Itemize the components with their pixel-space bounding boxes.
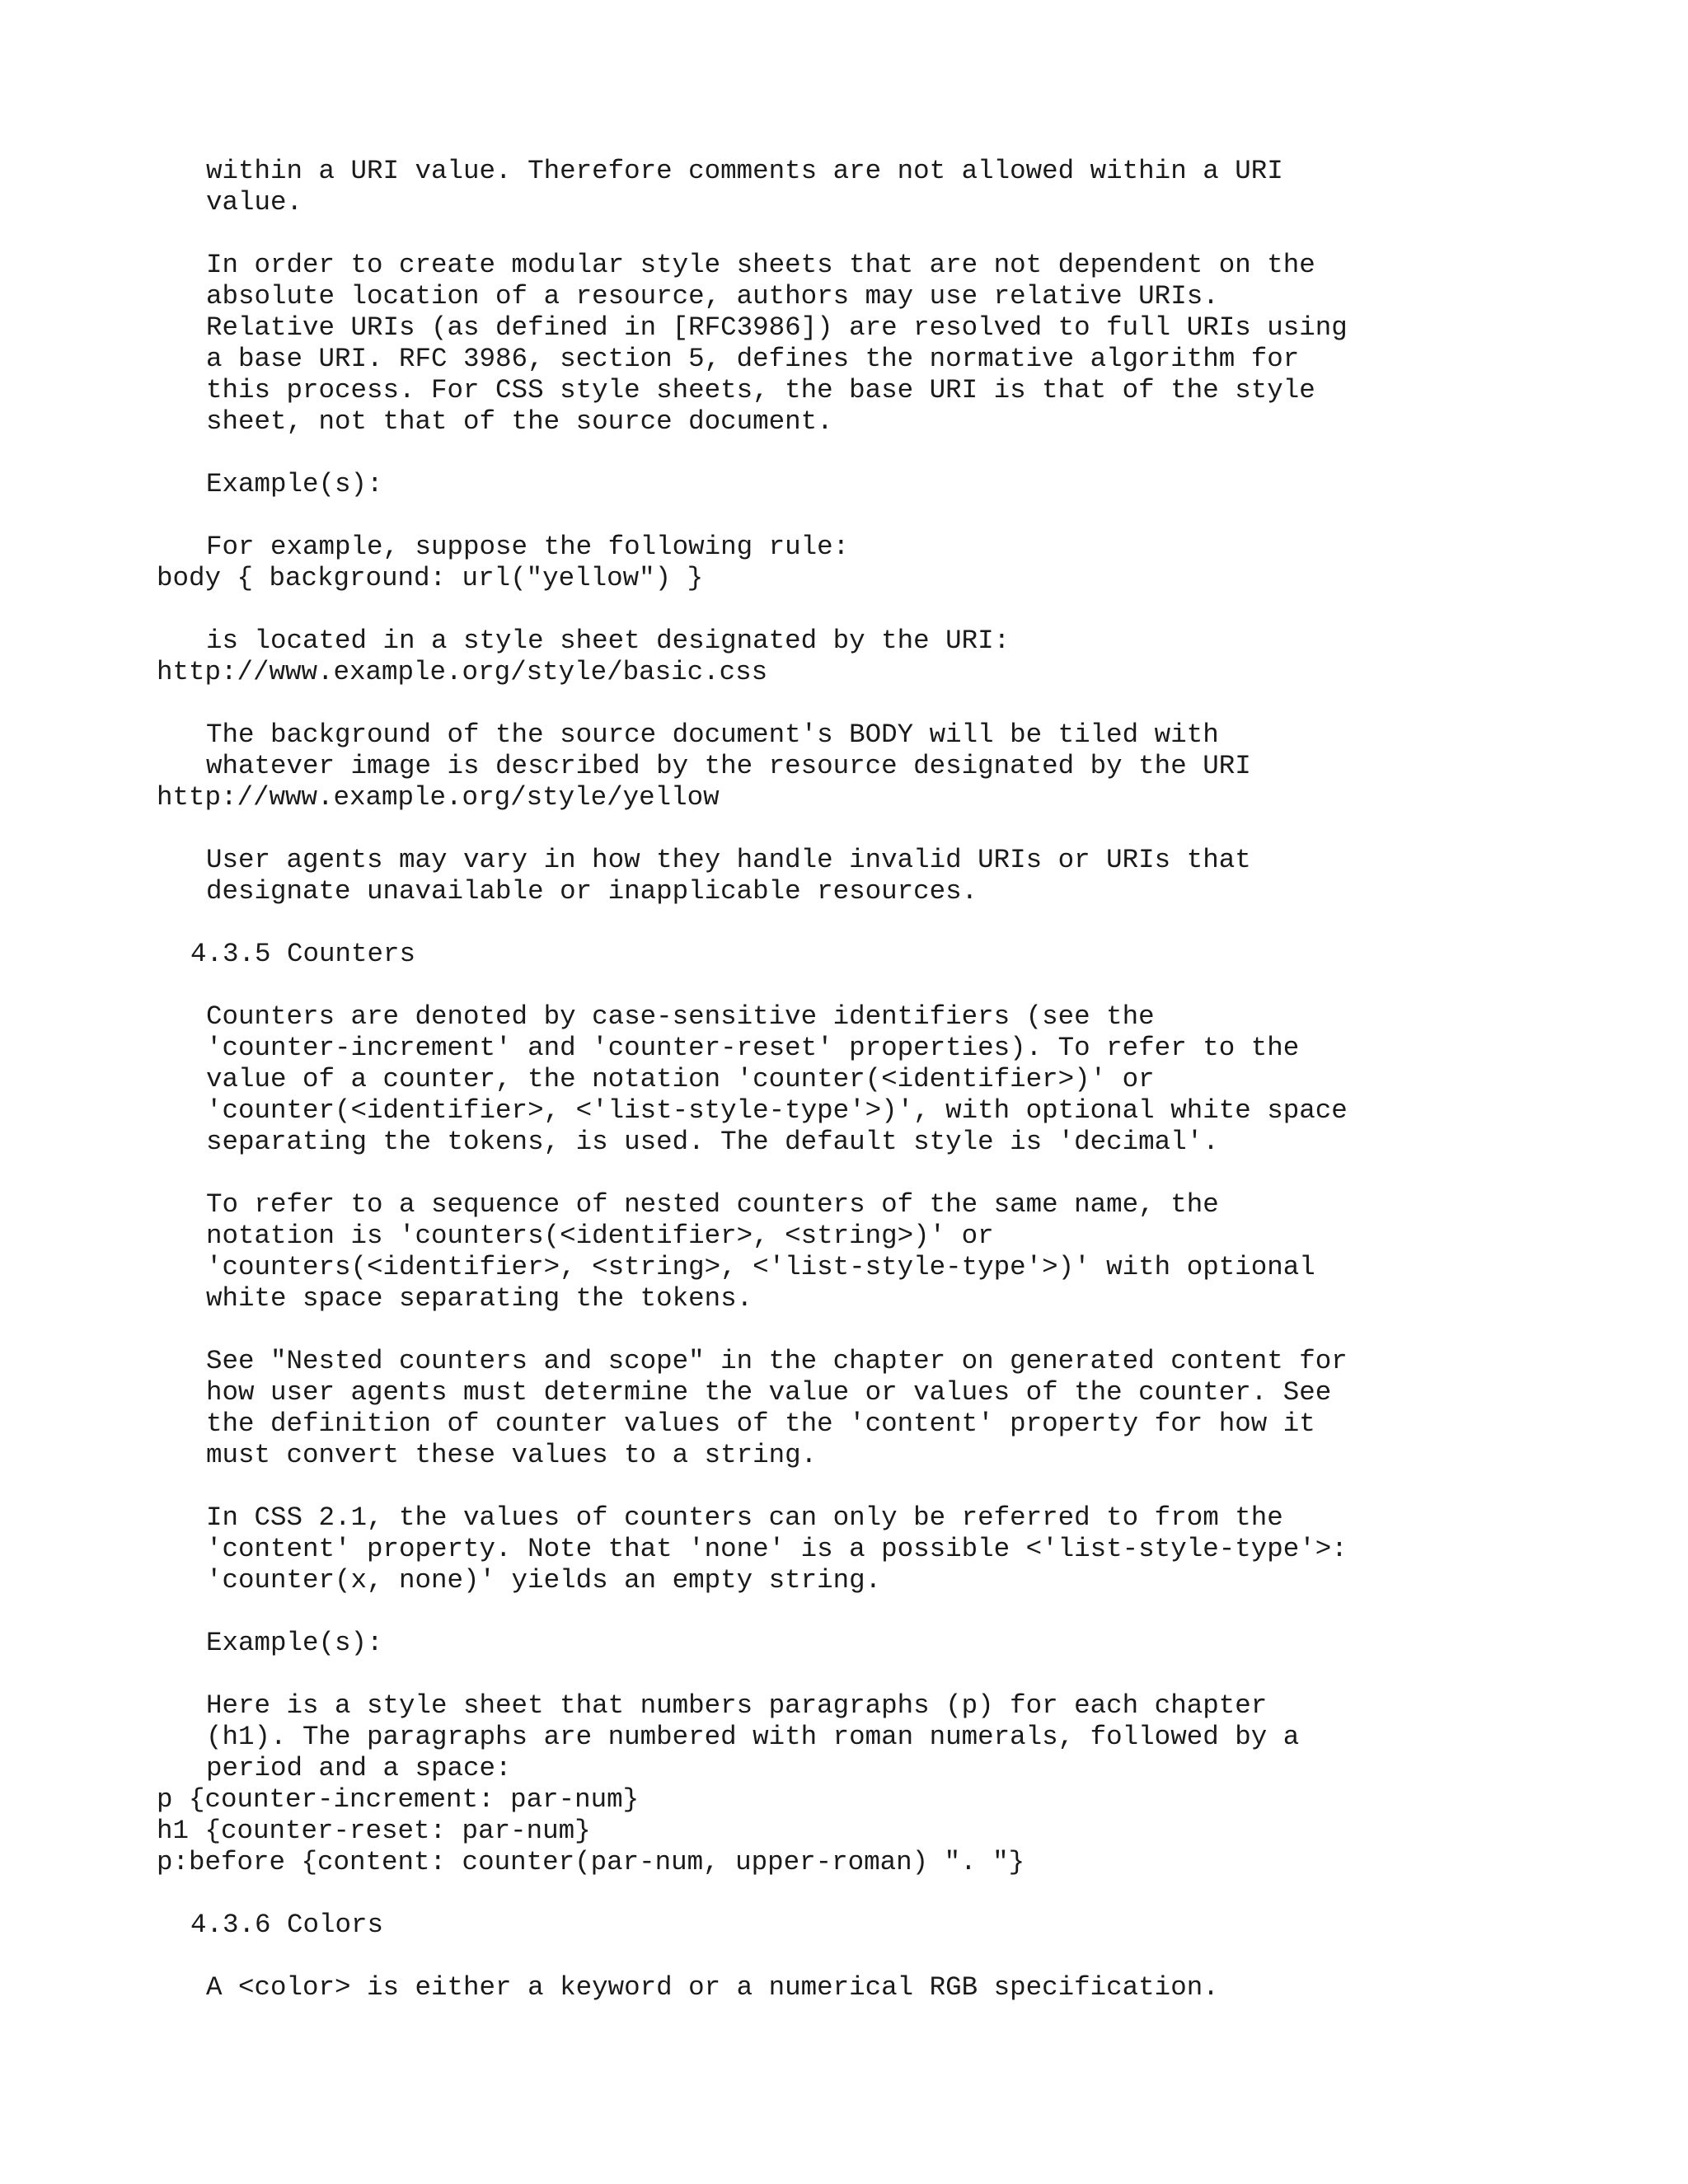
- paragraph-line: 'content' property. Note that 'none' is a possible <'list-style-type'>:: [206, 1534, 1348, 1564]
- code-line: h1 {counter-reset: par-num}: [157, 1816, 591, 1846]
- paragraph-line: A <color> is either a keyword or a numerical RGB specification.: [206, 1972, 1219, 2003]
- paragraph-line: In CSS 2.1, the values of counters can only be referred to from the: [206, 1502, 1283, 1533]
- paragraph-line: 'counter(x, none)' yields an empty string.: [206, 1565, 882, 1596]
- paragraph-line: The background of the source document's BODY will be tiled with: [206, 719, 1219, 750]
- paragraph-line: 'counter(<identifier>, <'list-style-type'>)', with optional white space: [206, 1095, 1348, 1126]
- paragraph-line: this process. For CSS style sheets, the base URI is that of the style: [206, 375, 1315, 405]
- paragraph-line: Relative URIs (as defined in [RFC3986]) are resolved to full URIs using: [206, 312, 1348, 343]
- section-heading: 4.3.6 Colors: [190, 1910, 384, 1940]
- paragraph-line: Example(s):: [206, 469, 383, 499]
- paragraph-line: For example, suppose the following rule:: [206, 532, 850, 562]
- paragraph-line: how user agents must determine the value or values of the counter. See: [206, 1377, 1332, 1408]
- paragraph-line: 'counters(<identifier>, <string>, <'list-style-type'>)' with optional: [206, 1252, 1315, 1282]
- paragraph-line: To refer to a sequence of nested counters of the same name, the: [206, 1189, 1219, 1220]
- paragraph-line: Here is a style sheet that numbers paragraphs (p) for each chapter: [206, 1690, 1268, 1721]
- code-line: http://www.example.org/style/basic.css: [157, 657, 768, 687]
- code-line: body { background: url("yellow") }: [157, 563, 704, 593]
- code-line: p {counter-increment: par-num}: [157, 1784, 640, 1815]
- paragraph-line: white space separating the tokens.: [206, 1283, 753, 1314]
- paragraph-line: must convert these values to a string.: [206, 1440, 818, 1470]
- code-line: p:before {content: counter(par-num, upper-roman) ". "}: [157, 1847, 1025, 1877]
- paragraph-line: a base URI. RFC 3986, section 5, defines the normative algorithm for: [206, 344, 1300, 374]
- paragraph-line: designate unavailable or inapplicable resources.: [206, 876, 978, 907]
- paragraph-line: Counters are denoted by case-sensitive identifiers (see the: [206, 1001, 1155, 1032]
- paragraph-line: the definition of counter values of the 'content' property for how it: [206, 1408, 1315, 1439]
- paragraph-line: See "Nested counters and scope" in the chapter on generated content for: [206, 1346, 1348, 1376]
- paragraph-line: 'counter-increment' and 'counter-reset' properties). To refer to the: [206, 1033, 1300, 1063]
- paragraph-line: within a URI value. Therefore comments are not allowed within a URI: [206, 156, 1283, 186]
- paragraph-line: value of a counter, the notation 'counter(<identifier>)' or: [206, 1064, 1155, 1094]
- paragraph-line: In order to create modular style sheets that are not dependent on the: [206, 250, 1315, 280]
- paragraph-line: Example(s):: [206, 1628, 383, 1658]
- section-heading: 4.3.5 Counters: [190, 939, 416, 969]
- paragraph-line: absolute location of a resource, authors may use relative URIs.: [206, 281, 1219, 312]
- paragraph-line: sheet, not that of the source document.: [206, 406, 833, 437]
- paragraph-line: whatever image is described by the resource designated by the URI: [206, 751, 1251, 781]
- paragraph-line: User agents may vary in how they handle invalid URIs or URIs that: [206, 845, 1251, 875]
- paragraph-line: separating the tokens, is used. The default style is 'decimal'.: [206, 1127, 1219, 1157]
- paragraph-line: is located in a style sheet designated by the URI:: [206, 626, 1010, 656]
- paragraph-line: value.: [206, 187, 303, 218]
- code-line: http://www.example.org/style/yellow: [157, 782, 720, 813]
- paragraph-line: notation is 'counters(<identifier>, <string>)' or: [206, 1221, 994, 1251]
- paragraph-line: (h1). The paragraphs are numbered with roman numerals, followed by a: [206, 1722, 1300, 1752]
- paragraph-line: period and a space:: [206, 1753, 512, 1783]
